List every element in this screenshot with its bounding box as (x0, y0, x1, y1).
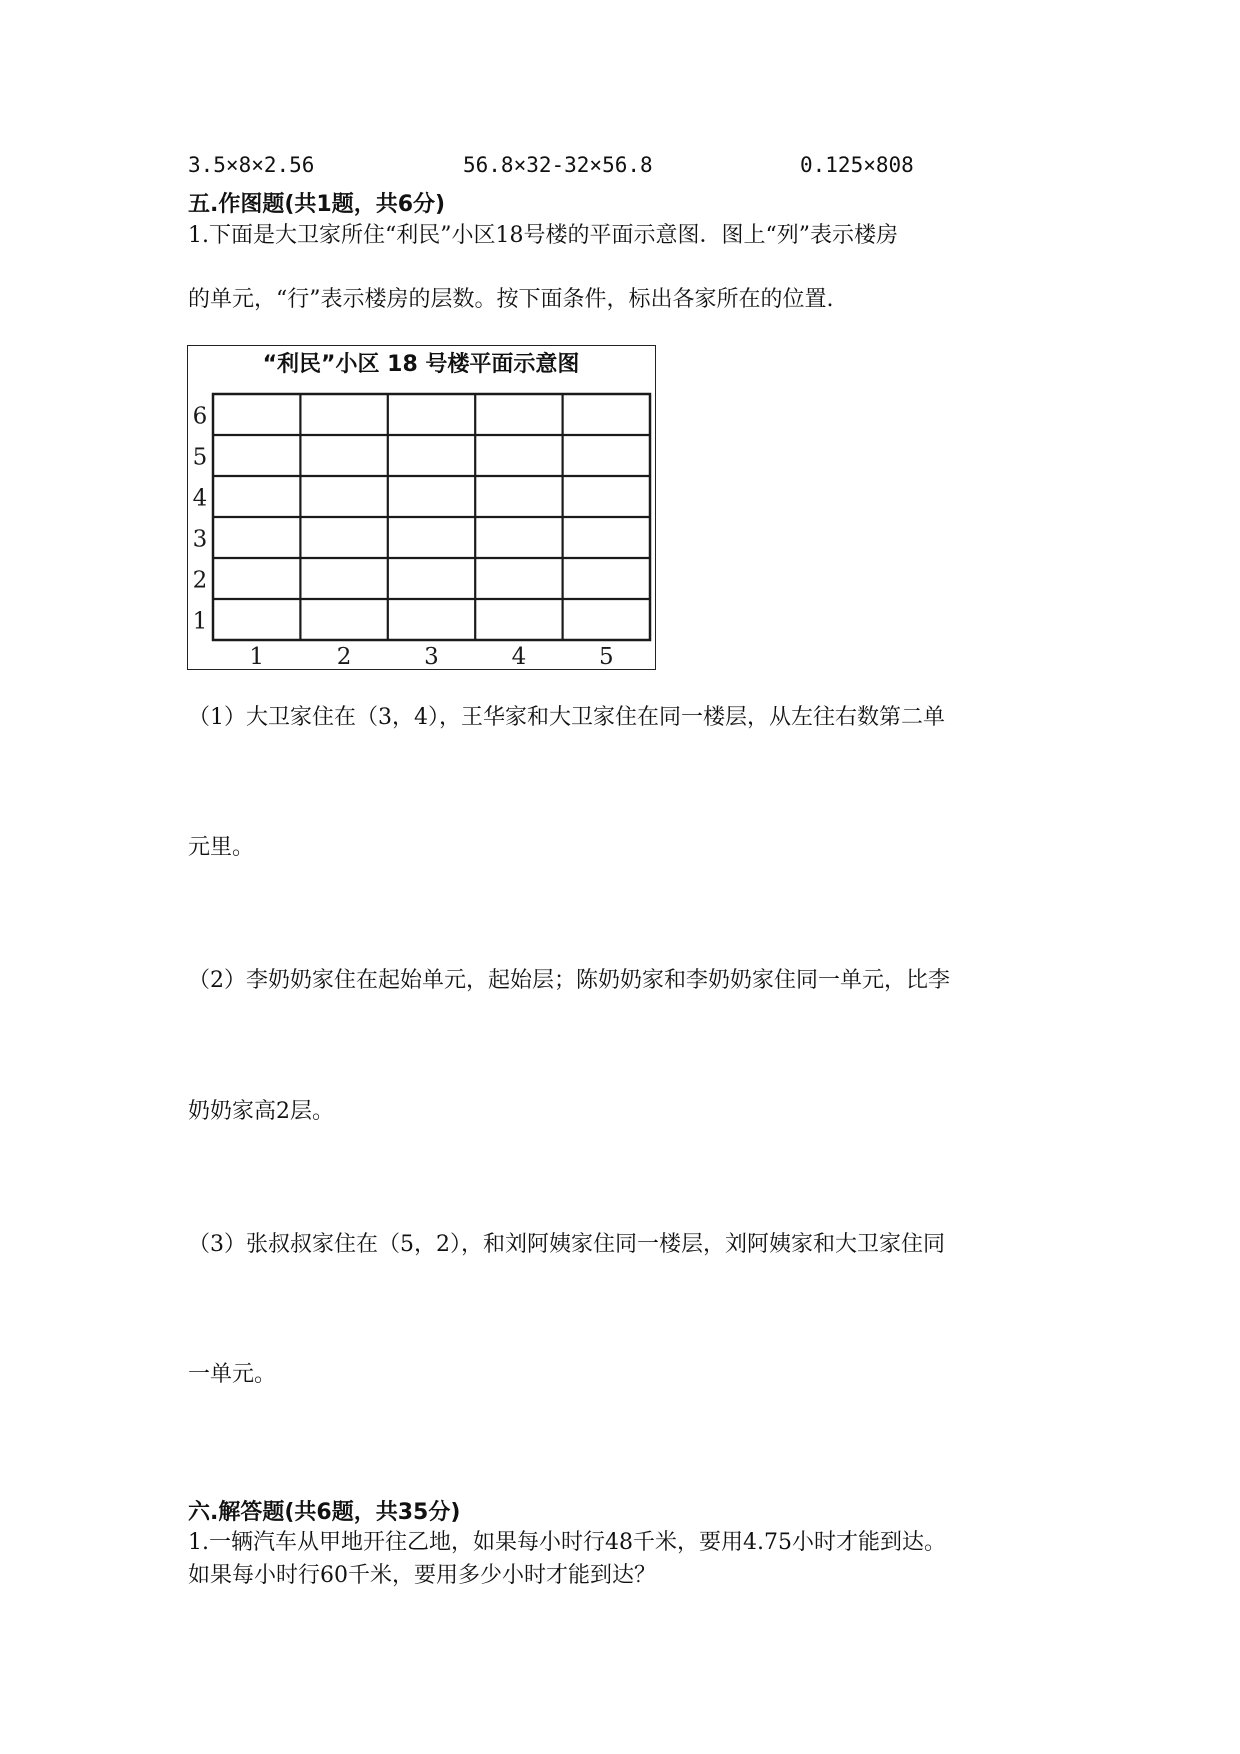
section5-question-line2: 的单元，“行”表示楼房的层数。按下面条件，标出各家所在的位置. (188, 287, 834, 312)
subquestion-3-line2: 一单元。 (188, 1362, 277, 1387)
row-label: 1 (192, 608, 208, 635)
section6-heading: 六.解答题(共6题，共35分) (188, 1500, 461, 1525)
calc-expression-2: 56.8×32-32×56.8 (463, 153, 653, 177)
row-label: 4 (192, 485, 208, 512)
figure-title: “利民”小区 18 号楼平面示意图 (262, 352, 580, 377)
row-label: 5 (192, 444, 208, 471)
column-label: 3 (424, 644, 439, 668)
calc-expression-1: 3.5×8×2.56 (188, 153, 315, 177)
column-label: 5 (598, 644, 614, 668)
row-label: 3 (192, 526, 208, 553)
column-label: 4 (511, 644, 527, 668)
section5-question-line1: 1.下面是大卫家所住“利民”小区18号楼的平面示意图．图上“列”表示楼房 (188, 223, 898, 248)
column-label: 1 (249, 644, 265, 668)
section6-question-line1: 1.一辆汽车从甲地开往乙地，如果每小时行48千米，要用4.75小时才能到达。 (188, 1530, 946, 1555)
subquestion-3-line1: （3）张叔叔家住在（5，2），和刘阿姨家住同一楼层，刘阿姨家和大卫家住同 (188, 1232, 945, 1257)
subquestion-1-line1: （1）大卫家住在（3，4），王华家和大卫家住在同一楼层，从左往右数第二单 (188, 705, 945, 730)
building-grid (188, 346, 654, 668)
building-plan-figure (187, 345, 656, 670)
row-label: 6 (192, 403, 208, 430)
column-label: 2 (336, 644, 352, 668)
calc-expression-3: 0.125×808 (800, 153, 914, 177)
row-label: 2 (192, 567, 208, 594)
subquestion-2-line1: （2）李奶奶家住在起始单元，起始层；陈奶奶家和李奶奶家住同一单元，比李 (188, 968, 950, 993)
section6-question-line2: 如果每小时行60千米，要用多少小时才能到达？ (188, 1563, 656, 1588)
subquestion-1-line2: 元里。 (188, 835, 255, 860)
subquestion-2-line2: 奶奶家高2层。 (188, 1099, 334, 1124)
section5-heading: 五.作图题(共1题，共6分) (188, 192, 446, 217)
